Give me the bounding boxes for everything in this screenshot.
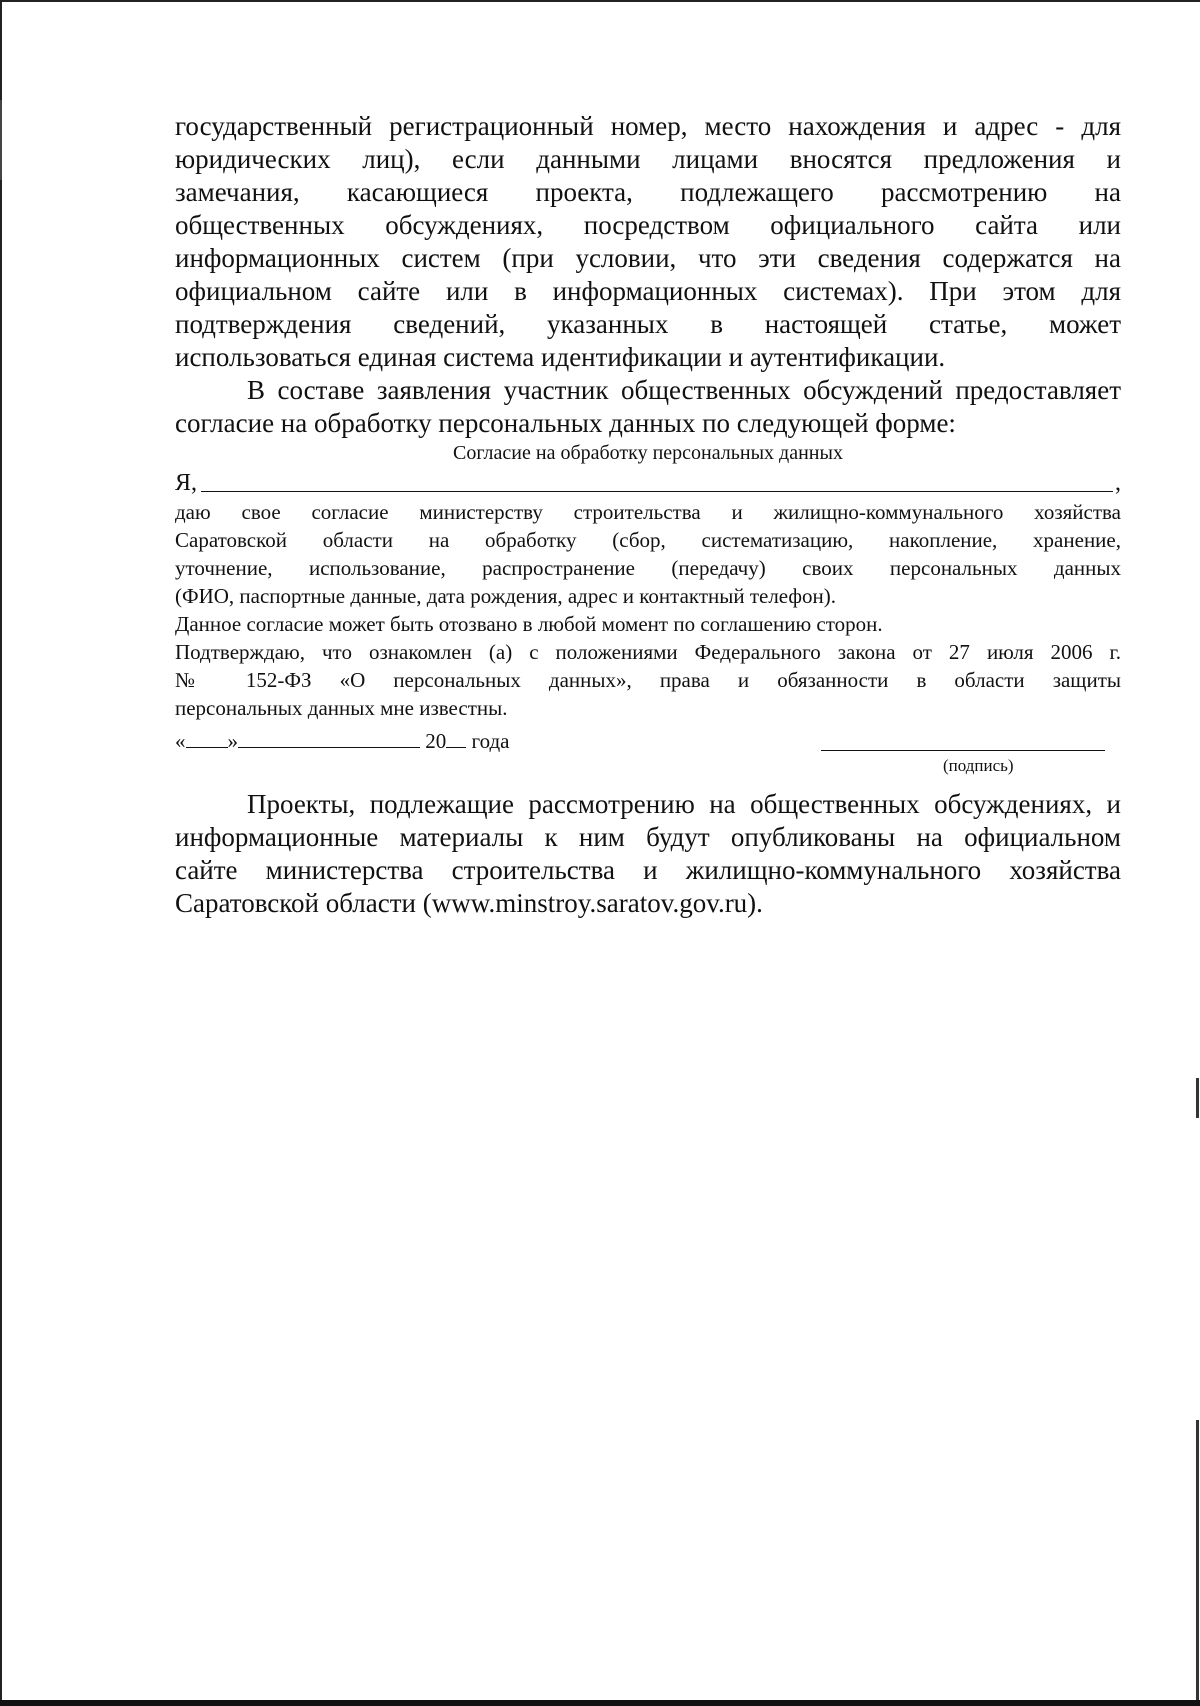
text-line: согласие на обработку персональных данных по следующей форме:	[175, 408, 956, 438]
name-suffix: ,	[1115, 470, 1121, 496]
scan-mark-right	[1196, 1078, 1199, 1118]
scan-border-bottom	[0, 1700, 1200, 1706]
date-field	[175, 729, 510, 753]
text-line: государственный регистрационный номер, место нахождения и адрес - для	[175, 111, 1121, 141]
text-line: уточнение, использование, распространение (передачу) своих персональных данных	[175, 556, 1121, 580]
confirmation-text	[175, 638, 1121, 722]
text-line: информационные материалы к ним будут опубликованы на официальном	[175, 822, 1121, 852]
revocation-text: Данное согласие может быть отозвано в любой момент по соглашению сторон.	[175, 612, 883, 636]
text-line: Подтверждаю, что ознакомлен (а) с положениями Федерального закона от 27 июля 2006 г.	[175, 640, 1121, 664]
consent-form	[175, 440, 1121, 775]
consent-body	[175, 498, 1121, 610]
text-line: официальном сайте или в информационных системах). При этом для	[175, 276, 1121, 306]
date-open-quote: «	[175, 729, 186, 753]
paragraph-publication	[175, 788, 1121, 920]
text-line: юридических лиц), если данными лицами вносятся предложения и	[175, 144, 1121, 174]
year-word: года	[471, 729, 510, 753]
signature-label: (подпись)	[943, 756, 1014, 775]
text-line: подтверждения сведений, указанных в настоящей статье, может	[175, 309, 1121, 339]
name-field-row	[175, 466, 1121, 498]
text-line: сайте министерства строительства и жилищно-коммунального хозяйства	[175, 855, 1121, 885]
text-line: информационных систем (при условии, что эти сведения содержатся на	[175, 243, 1121, 273]
scan-mark-left	[0, 100, 2, 180]
text-line: Проекты, подлежащие рассмотрению на общественных обсуждениях, и	[247, 789, 1121, 819]
scan-border-top	[0, 0, 1200, 2]
document-page	[175, 110, 1121, 920]
date-signature-row	[175, 726, 1121, 775]
signature-blank-line	[821, 750, 1105, 751]
text-line: В составе заявления участник общественных обсуждений предоставляет	[247, 375, 1121, 405]
paragraph-identification	[175, 110, 1121, 374]
text-line: (ФИО, паспортные данные, дата рождения, адрес и контактный телефон).	[175, 584, 836, 608]
paragraph-consent-intro	[175, 374, 1121, 440]
scan-border-left	[0, 0, 2, 1706]
text-line: даю свое согласие министерству строительства и жилищно-коммунального хозяйства	[175, 500, 1121, 524]
text-line: Саратовской области на обработку (сбор, систематизацию, накопление, хранение,	[175, 528, 1121, 552]
scan-mark-right	[1196, 1420, 1199, 1700]
month-blank-line	[238, 727, 420, 748]
year-prefix: 20	[425, 729, 447, 753]
consent-title: Согласие на обработку персональных данных	[453, 442, 843, 464]
text-line: Саратовской области (www.minstroy.saratov.gov.ru).	[175, 888, 763, 918]
date-close-quote: »	[227, 729, 238, 753]
text-line: № 152-ФЗ «О персональных данных», права и обязанности в области защиты	[175, 668, 1121, 692]
day-blank-line	[186, 727, 228, 748]
year-blank-line	[446, 727, 466, 748]
text-line: использоваться единая система идентификации и аутентификации.	[175, 342, 946, 372]
text-line: персональных данных мне известны.	[175, 696, 508, 720]
text-line: замечания, касающиеся проекта, подлежащего рассмотрению на	[175, 177, 1121, 207]
text-line: общественных обсуждениях, посредством официального сайта или	[175, 210, 1121, 240]
name-prefix: Я,	[175, 470, 198, 496]
name-blank-line	[201, 490, 1113, 492]
